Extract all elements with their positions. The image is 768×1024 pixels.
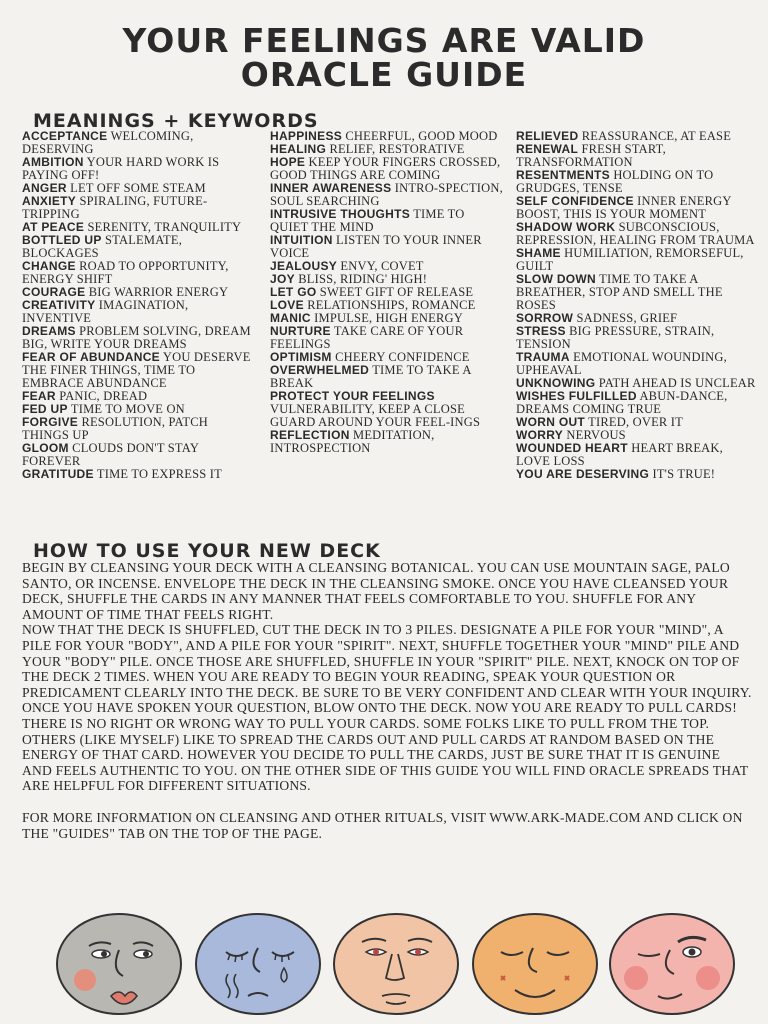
keyword-entry bbox=[516, 143, 756, 169]
keyword-description: WELCOMING, DESERVING bbox=[22, 129, 194, 156]
peach-face-icon bbox=[332, 912, 460, 1016]
keyword-entry bbox=[516, 468, 756, 481]
keyword-description: IMPULSE, HIGH ENERGY bbox=[314, 311, 463, 325]
keyword-term: SELF CONFIDENCE bbox=[516, 194, 634, 208]
keyword-description: TIME TO EXPRESS IT bbox=[96, 467, 222, 481]
keyword-term: GRATITUDE bbox=[22, 467, 94, 481]
keyword-term: JEALOUSY bbox=[270, 259, 338, 273]
keyword-term: JOY bbox=[270, 272, 295, 286]
keyword-entry bbox=[516, 169, 756, 195]
keyword-term: YOU ARE DESERVING bbox=[516, 467, 650, 481]
keyword-description: SPIRALING, FUTURE-TRIPPING bbox=[22, 194, 208, 221]
keyword-description: HEART BREAK, LOVE LOSS bbox=[516, 441, 723, 468]
keyword-entry bbox=[516, 221, 756, 247]
keyword-description: TAKE CARE OF YOUR FEELINGS bbox=[270, 324, 464, 351]
keyword-description: TIME TO TAKE A BREAK bbox=[270, 363, 471, 390]
keyword-entry bbox=[22, 260, 258, 286]
page-title-line-1: YOUR FEELINGS ARE VALID bbox=[122, 21, 646, 60]
keyword-term: PROTECT YOUR FEELINGS bbox=[270, 389, 435, 403]
keyword-description: LISTEN TO YOUR INNER VOICE bbox=[270, 233, 482, 260]
keyword-term: ANXIETY bbox=[22, 194, 77, 208]
keyword-term: ANGER bbox=[22, 181, 67, 195]
keyword-description: CHEERY CONFIDENCE bbox=[335, 350, 470, 364]
keyword-term: LOVE bbox=[270, 298, 304, 312]
keyword-entry bbox=[22, 325, 258, 351]
keyword-term: UNKNOWING bbox=[516, 376, 596, 390]
page-title-line-2: ORACLE GUIDE bbox=[240, 55, 528, 94]
keyword-description: SUBCONSCIOUS, REPRESSION, HEALING FROM TRAUMA bbox=[516, 220, 755, 247]
keyword-entry bbox=[270, 234, 506, 260]
keyword-description: BLISS, RIDING' HIGH! bbox=[298, 272, 428, 286]
keyword-term: AMBITION bbox=[22, 155, 84, 169]
keyword-term: FEAR bbox=[22, 389, 56, 403]
keyword-entry bbox=[22, 416, 258, 442]
keyword-term: BOTTLED UP bbox=[22, 233, 102, 247]
keyword-term: OPTIMISM bbox=[270, 350, 332, 364]
keyword-term: FED UP bbox=[22, 402, 68, 416]
howto-paragraph: NOW THAT THE DECK IS SHUFFLED, CUT THE DECK IN TO 3 PILES. DESIGNATE A PILE FOR YOUR "MIND", A PILE FOR YOUR "BODY", AND A PILE FOR YOUR "SPIRIT". NEXT, SHUFFLE TOGETHER YOUR "MIND" PILE AND YOUR "BODY" PILE. ONCE THOSE ARE SHUFFLED, SHUFFLE IN YOUR "SPIRIT" PILE. NEXT, KNOCK ON TOP OF THE DECK 2 TIMES. WHEN YOU ARE READY TO BEGIN YOUR READING, SPEAK YOUR QUESTION OR PREDICAMENT CLEARLY INTO THE DECK. BE SURE TO BE VERY CONFIDENT AND CLEAR WITH YOUR INQUIRY. ONCE YOU HAVE SPOKEN YOUR QUESTION, BLOW ONTO THE DECK. NOW YOU ARE READY TO PULL CARDS! THERE IS NO RIGHT OR WRONG WAY TO PULL YOUR CARDS. SOME FOLKS LIKE TO PULL FROM THE TOP. OTHERS (LIKE MYSELF) LIKE TO SPREAD THE CARDS OUT AND PULL CARDS AT RANDOM BASED ON THE ENERGY OF THAT CARD. HOWEVER YOU DECIDE TO PULL THE CARDS, JUST BE SURE THAT IT IS GENUINE AND FEELS AUTHENTIC TO YOU. ON THE OTHER SIDE OF THIS GUIDE YOU WILL FIND ORACLE SPREADS THAT ARE HELPFUL FOR DIFFERENT SITUATIONS. bbox=[22, 622, 752, 794]
howto-heading: HOW TO USE YOUR NEW DECK bbox=[33, 540, 381, 562]
keyword-entry bbox=[22, 130, 258, 156]
meanings-column-3 bbox=[516, 130, 756, 481]
keyword-term: OVERWHELMED bbox=[270, 363, 370, 377]
keyword-description: CLOUDS DON'T STAY FOREVER bbox=[22, 441, 199, 468]
meanings-heading: MEANINGS + KEYWORDS bbox=[33, 110, 319, 132]
keyword-term: SHAME bbox=[516, 246, 561, 260]
keyword-term: NURTURE bbox=[270, 324, 331, 338]
keyword-description: PANIC, DREAD bbox=[59, 389, 148, 403]
keyword-term: TRAUMA bbox=[516, 350, 570, 364]
keyword-entry bbox=[516, 273, 756, 312]
keyword-term: INNER AWARENESS bbox=[270, 181, 392, 195]
keyword-entry bbox=[270, 156, 506, 182]
keyword-description: VULNERABILITY, KEEP A CLOSE GUARD AROUND YOUR FEEL-INGS bbox=[270, 402, 481, 429]
keyword-description: CHEERFUL, GOOD MOOD bbox=[345, 129, 498, 143]
keyword-term: SHADOW WORK bbox=[516, 220, 616, 234]
keyword-description: HUMILIATION, REMORSEFUL, GUILT bbox=[516, 246, 744, 273]
keyword-description: HOLDING ON TO GRUDGES, TENSE bbox=[516, 168, 714, 195]
howto-text bbox=[22, 560, 752, 841]
keyword-description: IMAGINATION, INVENTIVE bbox=[22, 298, 189, 325]
keyword-term: CREATIVITY bbox=[22, 298, 96, 312]
keyword-description: ABUN-DANCE, DREAMS COMING TRUE bbox=[516, 389, 728, 416]
gray-face-icon bbox=[55, 912, 183, 1016]
keyword-term: RENEWAL bbox=[516, 142, 579, 156]
keyword-term: AT PEACE bbox=[22, 220, 85, 234]
keyword-entry bbox=[22, 234, 258, 260]
keyword-description: ENVY, COVET bbox=[340, 259, 424, 273]
keyword-entry bbox=[270, 208, 506, 234]
keyword-term: WORRY bbox=[516, 428, 564, 442]
keyword-description: TIME TO MOVE ON bbox=[70, 402, 185, 416]
keyword-entry bbox=[516, 442, 756, 468]
keyword-term: RESENTMENTS bbox=[516, 168, 610, 182]
keyword-term: SLOW DOWN bbox=[516, 272, 597, 286]
keyword-term: DREAMS bbox=[22, 324, 76, 338]
howto-paragraph: BEGIN BY CLEANSING YOUR DECK WITH A CLEANSING BOTANICAL. YOU CAN USE MOUNTAIN SAGE, PALO SANTO, OR INCENSE. ENVELOPE THE DECK IN THE CLEANSING SMOKE. ONCE YOU HAVE CLEANSED YOUR DECK, SHUFFLE THE CARDS IN ANY MANNER THAT FEELS COMFORTABLE TO YOU. SHUFFLE FOR ANY AMOUNT OF TIME THAT FEELS RIGHT. bbox=[22, 560, 730, 622]
blue-tearful-face-icon bbox=[194, 912, 322, 1016]
keyword-description: RESOLUTION, PATCH THINGS UP bbox=[22, 415, 209, 442]
keyword-description: STALEMATE, BLOCKAGES bbox=[22, 233, 183, 260]
keyword-entry bbox=[22, 156, 258, 182]
keyword-term: HEALING bbox=[270, 142, 327, 156]
keyword-term: COURAGE bbox=[22, 285, 86, 299]
keyword-entry bbox=[516, 351, 756, 377]
faces-illustration bbox=[0, 900, 768, 1024]
keyword-description: BIG PRESSURE, STRAIN, TENSION bbox=[516, 324, 715, 351]
keyword-term: RELIEVED bbox=[516, 129, 579, 143]
keyword-description: RELATIONSHIPS, ROMANCE bbox=[307, 298, 476, 312]
keyword-description: NERVOUS bbox=[566, 428, 626, 442]
keyword-term: REFLECTION bbox=[270, 428, 350, 442]
keyword-entry bbox=[270, 182, 506, 208]
keyword-entry bbox=[516, 247, 756, 273]
keyword-term: SORROW bbox=[516, 311, 574, 325]
keyword-term: ACCEPTANCE bbox=[22, 129, 108, 143]
keyword-term: HOPE bbox=[270, 155, 306, 169]
keyword-entry bbox=[270, 325, 506, 351]
keyword-entry bbox=[270, 390, 506, 429]
meanings-column-1 bbox=[22, 130, 258, 481]
keyword-term: FORGIVE bbox=[22, 415, 79, 429]
keyword-entry bbox=[22, 351, 258, 390]
meanings-column-2 bbox=[270, 130, 506, 455]
keyword-description: INNER ENERGY BOOST, THIS IS YOUR MOMENT bbox=[516, 194, 732, 221]
keyword-term: STRESS bbox=[516, 324, 566, 338]
keyword-description: TIRED, OVER IT bbox=[588, 415, 683, 429]
keyword-description: YOUR HARD WORK IS PAYING OFF! bbox=[22, 155, 220, 182]
keyword-term: INTUITION bbox=[270, 233, 333, 247]
keyword-description: PATH AHEAD IS UNCLEAR bbox=[598, 376, 756, 390]
keyword-description: INTRO-SPECTION, SOUL SEARCHING bbox=[270, 181, 503, 208]
keyword-entry bbox=[270, 429, 506, 455]
keyword-description: YOU DESERVE THE FINER THINGS, TIME TO EMBRACE ABUNDANCE bbox=[22, 350, 251, 390]
keyword-description: TIME TO QUIET THE MIND bbox=[270, 207, 465, 234]
keyword-entry bbox=[22, 468, 258, 481]
keyword-description: BIG WARRIOR ENERGY bbox=[88, 285, 229, 299]
keyword-description: SERENITY, TRANQUILITY bbox=[87, 220, 242, 234]
keyword-entry bbox=[516, 325, 756, 351]
keyword-entry bbox=[516, 390, 756, 416]
keyword-description: LET OFF SOME STEAM bbox=[70, 181, 206, 195]
keyword-description: PROBLEM SOLVING, DREAM BIG, WRITE YOUR DREAMS bbox=[22, 324, 251, 351]
keyword-description: TIME TO TAKE A BREATHER, STOP AND SMELL THE ROSES bbox=[516, 272, 723, 312]
keyword-description: ROAD TO OPPORTUNITY, ENERGY SHIFT bbox=[22, 259, 229, 286]
keyword-term: LET GO bbox=[270, 285, 317, 299]
keyword-description: SADNESS, GRIEF bbox=[576, 311, 678, 325]
keyword-description: SWEET GIFT OF RELEASE bbox=[319, 285, 474, 299]
keyword-description: FRESH START, TRANSFORMATION bbox=[516, 142, 666, 169]
keyword-description: EMOTIONAL WOUNDING, UPHEAVAL bbox=[516, 350, 727, 377]
howto-paragraph: FOR MORE INFORMATION ON CLEANSING AND OTHER RITUALS, VISIT WWW.ARK-MADE.COM AND CLICK ON THE "GUIDES" TAB ON THE TOP OF THE PAGE. bbox=[22, 809, 743, 841]
keyword-term: FEAR OF ABUNDANCE bbox=[22, 350, 160, 364]
keyword-description: KEEP YOUR FINGERS CROSSED, GOOD THINGS ARE COMING bbox=[270, 155, 501, 182]
keyword-entry bbox=[516, 195, 756, 221]
keyword-term: WISHES FULFILLED bbox=[516, 389, 637, 403]
keyword-term: WOUNDED HEART bbox=[516, 441, 628, 455]
keyword-term: WORN OUT bbox=[516, 415, 586, 429]
orange-face-icon bbox=[471, 912, 599, 1016]
keyword-term: INTRUSIVE THOUGHTS bbox=[270, 207, 411, 221]
keyword-description: REASSURANCE, AT EASE bbox=[581, 129, 732, 143]
keyword-entry bbox=[22, 442, 258, 468]
keyword-description: IT'S TRUE! bbox=[652, 467, 716, 481]
keyword-entry bbox=[270, 364, 506, 390]
keyword-entry bbox=[22, 195, 258, 221]
keyword-term: CHANGE bbox=[22, 259, 76, 273]
keyword-term: MANIC bbox=[270, 311, 311, 325]
keyword-description: RELIEF, RESTORATIVE bbox=[329, 142, 465, 156]
keyword-description: MEDITATION, INTROSPECTION bbox=[270, 428, 435, 455]
pink-winking-face-icon bbox=[608, 912, 736, 1016]
keyword-term: HAPPINESS bbox=[270, 129, 343, 143]
keyword-entry bbox=[22, 299, 258, 325]
keyword-term: GLOOM bbox=[22, 441, 69, 455]
